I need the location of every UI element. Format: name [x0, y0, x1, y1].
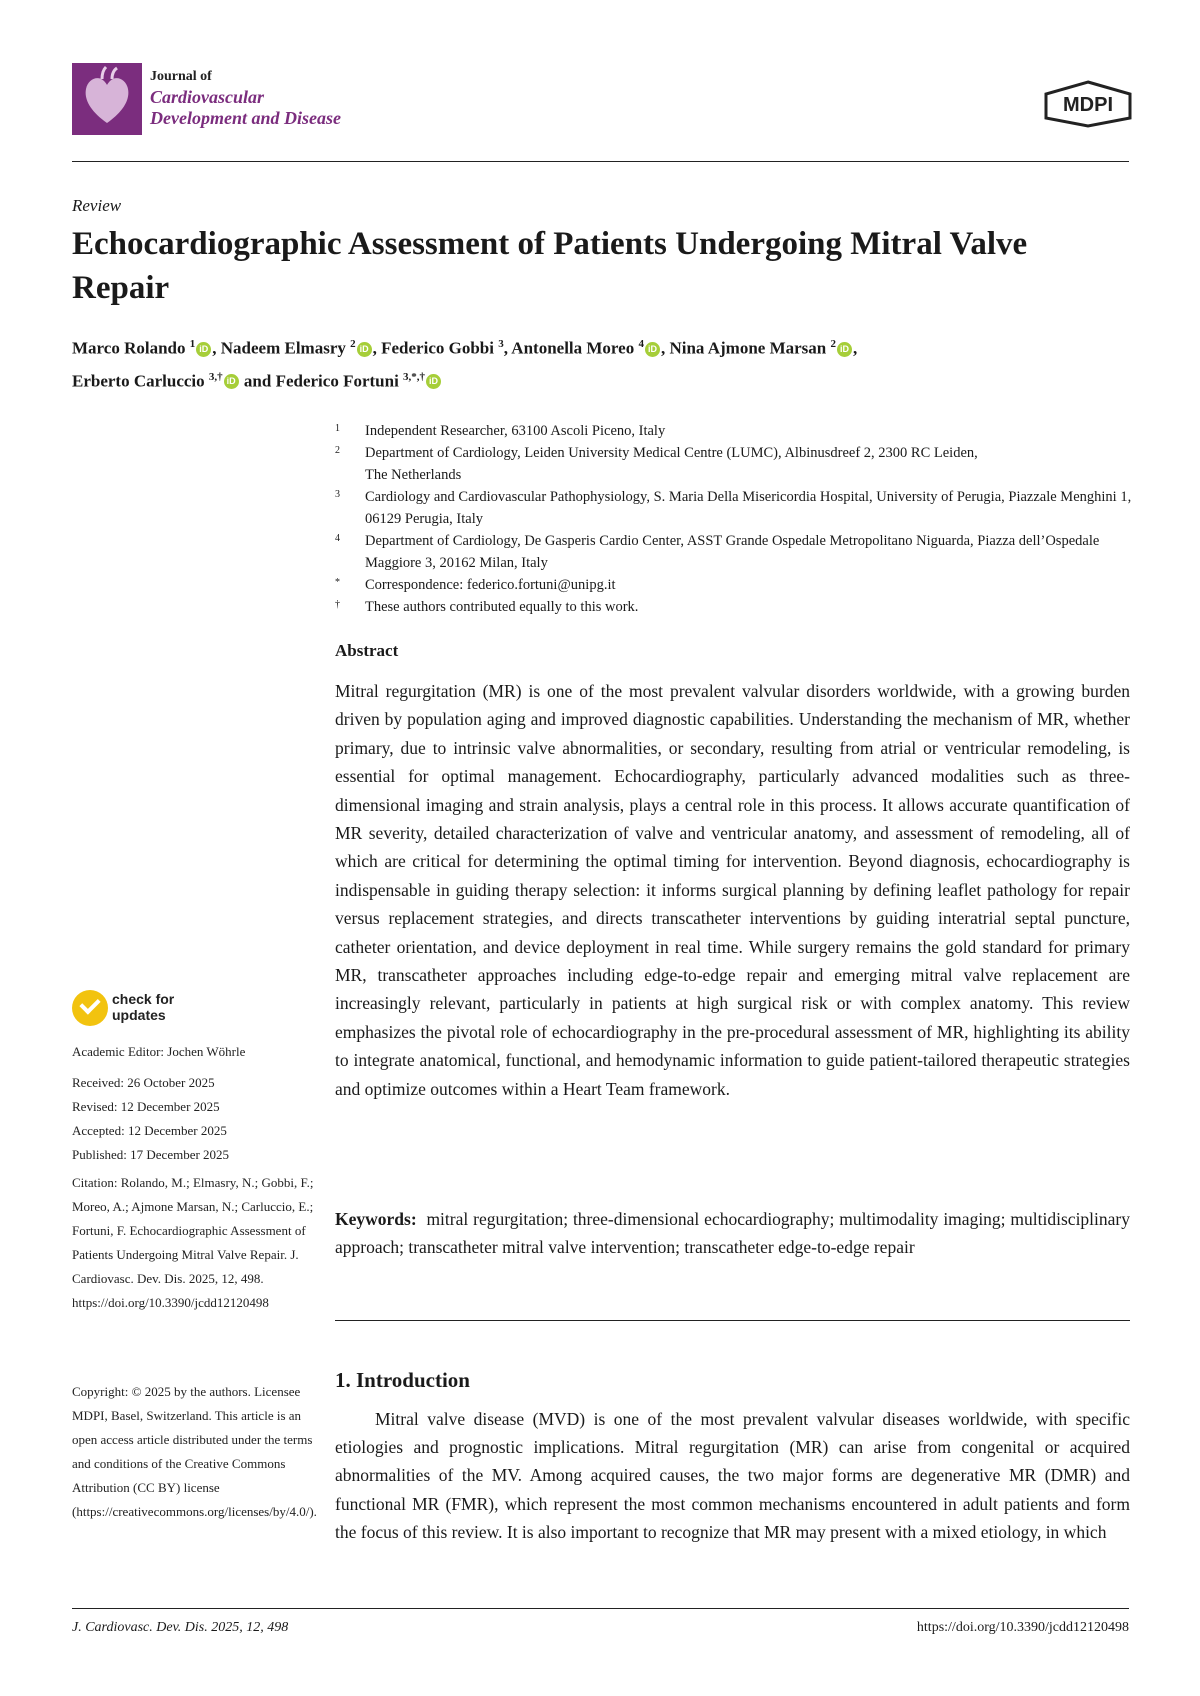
- footer-divider: [72, 1608, 1129, 1609]
- affiliation-text: Department of Cardiology, De Gasperis Cardio Center, ASST Grande Ospedale Metropolitano Niguarda, Piazza dell’Ospedale Maggiore 3, 20162 Milan, Italy: [365, 533, 1100, 571]
- journal-line2: Development and Disease: [150, 108, 341, 128]
- revised-date: Revised: 12 December 2025: [72, 1099, 220, 1114]
- heart-icon: [72, 63, 142, 135]
- academic-editor: Academic Editor: Jochen Wöhrle: [72, 1044, 246, 1059]
- author-affil-ref: 2: [830, 338, 836, 350]
- affiliation-mark: 1: [335, 423, 340, 434]
- publication-dates: [72, 1071, 317, 1167]
- affiliation-item: [335, 442, 1135, 486]
- checkmark-icon: [72, 990, 108, 1026]
- affiliation-text: Department of Cardiology, Leiden University Medical Centre (LUMC), Albinusdreef 2, 2300 RC Leiden, The Netherlands: [365, 445, 978, 483]
- author-name: Federico Gobbi: [381, 338, 494, 358]
- introduction-text: Mitral valve disease (MVD) is one of the most prevalent valvular diseases worldwide, with specific etiologies and prognostic implications. Mitral regurgitation (MR) can arise from congenital or acquired abnormalities of the MV. Among acquired causes, the two major forms are degenerative MR (DMR) and functional MR (FMR), which represent the most common mechanisms encountered in adult patients and form the focus of this review. It is also important to recognize that MR may present with a mixed etiology, in which: [335, 1409, 1130, 1542]
- article-type: Review: [72, 196, 122, 215]
- check-updates-label: [112, 991, 174, 1023]
- author-affil-ref: 3: [498, 338, 504, 350]
- affiliation-text: Independent Researcher, 63100 Ascoli Piceno, Italy: [365, 423, 666, 439]
- author-name: Erberto Carluccio: [72, 371, 205, 391]
- correspondence-text[interactable]: Correspondence: federico.fortuni@unipg.it: [365, 577, 616, 593]
- correspondence: [335, 574, 1135, 596]
- author-name: Antonella Moreo: [511, 338, 635, 358]
- section-divider: [335, 1320, 1130, 1321]
- author-list: Marco Rolando $^1$ iD , Nadeem Elmasry $^2$ iD , Federico Gobbi $^3$, Antonella Moreo $^4$ iD , Nina Ajmone Marsan $^2$ iD , Erberto Carluccio $^{3,\dagger}$ iD and Federico Fortuni $^{3,*,\dagger}$ iD: [72, 338, 858, 391]
- citation-block: Citation: Rolando, M.; Elmasry, N.; Gobbi, F.; Moreo, A.; Ajmone Marsan, N.; Carluccio, E.; Fortuni, F. Echocardiographic Assessment of Patients Undergoing Mitral Valve Repair. J. Cardiovasc. Dev. Dis. 2025, 12, 498. https://doi.org/10.3390/jcdd12120498: [72, 1175, 314, 1310]
- affiliation-mark: 4: [335, 533, 340, 544]
- abstract-heading: Abstract: [335, 641, 399, 660]
- copyright-block: Copyright: © 2025 by the authors. Licensee MDPI, Basel, Switzerland. This article is an open access article distributed under the terms and conditions of the Creative Commons Attribution (CC BY) license (https://creativecommons.org/licenses/by/4.0/).: [72, 1384, 317, 1519]
- abstract-text: Mitral regurgitation (MR) is one of the most prevalent valvular disorders worldwide, with a growing burden driven by population aging and improved diagnostic capabilities. Understanding the mechanism of MR, whether primary, due to intrinsic valve abnormalities, or secondary, resulting from atrial or ventricular remodeling, is essential for optimal management. Echocardiography, particularly advanced modalities such as three-dimensional imaging and strain analysis, plays a central role in this process. It allows accurate quantification of MR severity, detailed characterization of valve and ventricular anatomy, and assessment of remodeling, all of which are critical for determining the optimal timing for intervention. Beyond diagnosis, echocardiography is indispensable in guiding therapy selection: it informs surgical planning by defining leaflet pathology for repair versus replacement strategies, and directs transcatheter interventions by guiding interatrial septal puncture, catheter orientation, and device deployment in real time. While surgery remains the gold standard for primary MR, transcatheter approaches including edge-to-edge repair and emerging mitral valve replacement are increasingly relevant, particularly in patients at high surgical risk or with complex anatomy. This review emphasizes the pivotal role of echocardiography in the pre-procedural assessment of MR, highlighting its ability to integrate anatomical, functional, and hemodynamic information to guide patient-tailored therapeutic strategies and optimize outcomes within a Heart Team framework.: [335, 681, 1130, 1099]
- author-affil-ref: 4: [638, 338, 644, 350]
- author-affil-ref: 3,†: [208, 370, 223, 383]
- equal-contribution-note: [335, 596, 1135, 618]
- affiliation-mark: *: [335, 577, 340, 588]
- check-for-updates-badge[interactable]: [72, 990, 182, 1030]
- keywords: [335, 1205, 1130, 1262]
- published-date: Published: 17 December 2025: [72, 1147, 230, 1162]
- received-date: Received: 26 October 2025: [72, 1075, 215, 1090]
- accepted-date: Accepted: 12 December 2025: [72, 1123, 227, 1138]
- orcid-icon[interactable]: iD: [837, 342, 852, 357]
- article-title: Echocardiographic Assessment of Patients Undergoing Mitral Valve Repair: [72, 226, 1028, 306]
- orcid-icon[interactable]: iD: [645, 342, 660, 357]
- affiliation-mark: †: [335, 599, 340, 610]
- keywords-text: mitral regurgitation; three-dimensional echocardiography; multimodality imaging; multidisciplinary approach; transcatheter mitral valve intervention; transcatheter edge-to-edge repair: [335, 1209, 1130, 1258]
- orcid-icon[interactable]: iD: [224, 374, 239, 389]
- journal-of: Journal of: [150, 69, 212, 84]
- journal-logo: [72, 63, 142, 135]
- orcid-icon[interactable]: iD: [357, 342, 372, 357]
- mdpi-text: MDPI: [1063, 94, 1113, 116]
- footer-doi-link[interactable]: https://doi.org/10.3390/jcdd12120498: [916, 1620, 1129, 1635]
- affiliation-list: [335, 420, 1135, 618]
- section-heading-introduction: 1. Introduction: [335, 1368, 470, 1392]
- affiliation-mark: 3: [335, 489, 340, 500]
- author-affil-ref: 2: [350, 338, 356, 350]
- footer-citation: J. Cardiovasc. Dev. Dis. 2025, 12, 498: [72, 1620, 289, 1635]
- author-name: Nina Ajmone Marsan: [669, 338, 827, 358]
- affiliation-text: Cardiology and Cardiovascular Pathophysiology, S. Maria Della Misericordia Hospital, University of Perugia, Piazzale Menghini 1, 06129 Perugia, Italy: [365, 489, 1132, 527]
- author-name: Marco Rolando: [72, 338, 186, 358]
- journal-line1: Cardiovascular: [150, 87, 265, 107]
- affiliation-mark: 2: [335, 445, 340, 456]
- orcid-icon[interactable]: iD: [196, 342, 211, 357]
- journal-name: [150, 66, 341, 129]
- author-affil-ref: 3,*,†: [403, 370, 426, 383]
- affiliation-item: [335, 486, 1135, 530]
- author-affil-ref: 1: [189, 338, 196, 350]
- affiliation-item: [335, 530, 1135, 574]
- check-updates-line1: check for: [112, 991, 175, 1007]
- author-name: Nadeem Elmasry: [220, 338, 346, 358]
- check-updates-line2: updates: [112, 1007, 166, 1023]
- author-conjunction: and: [243, 371, 272, 391]
- mdpi-logo: [1040, 80, 1136, 128]
- note-text: These authors contributed equally to this work.: [365, 599, 639, 615]
- header-divider: [72, 161, 1129, 162]
- keywords-label: Keywords:: [335, 1209, 417, 1229]
- orcid-icon[interactable]: iD: [426, 374, 441, 389]
- affiliation-item: [335, 420, 1135, 442]
- author-name: Federico Fortuni: [275, 371, 399, 391]
